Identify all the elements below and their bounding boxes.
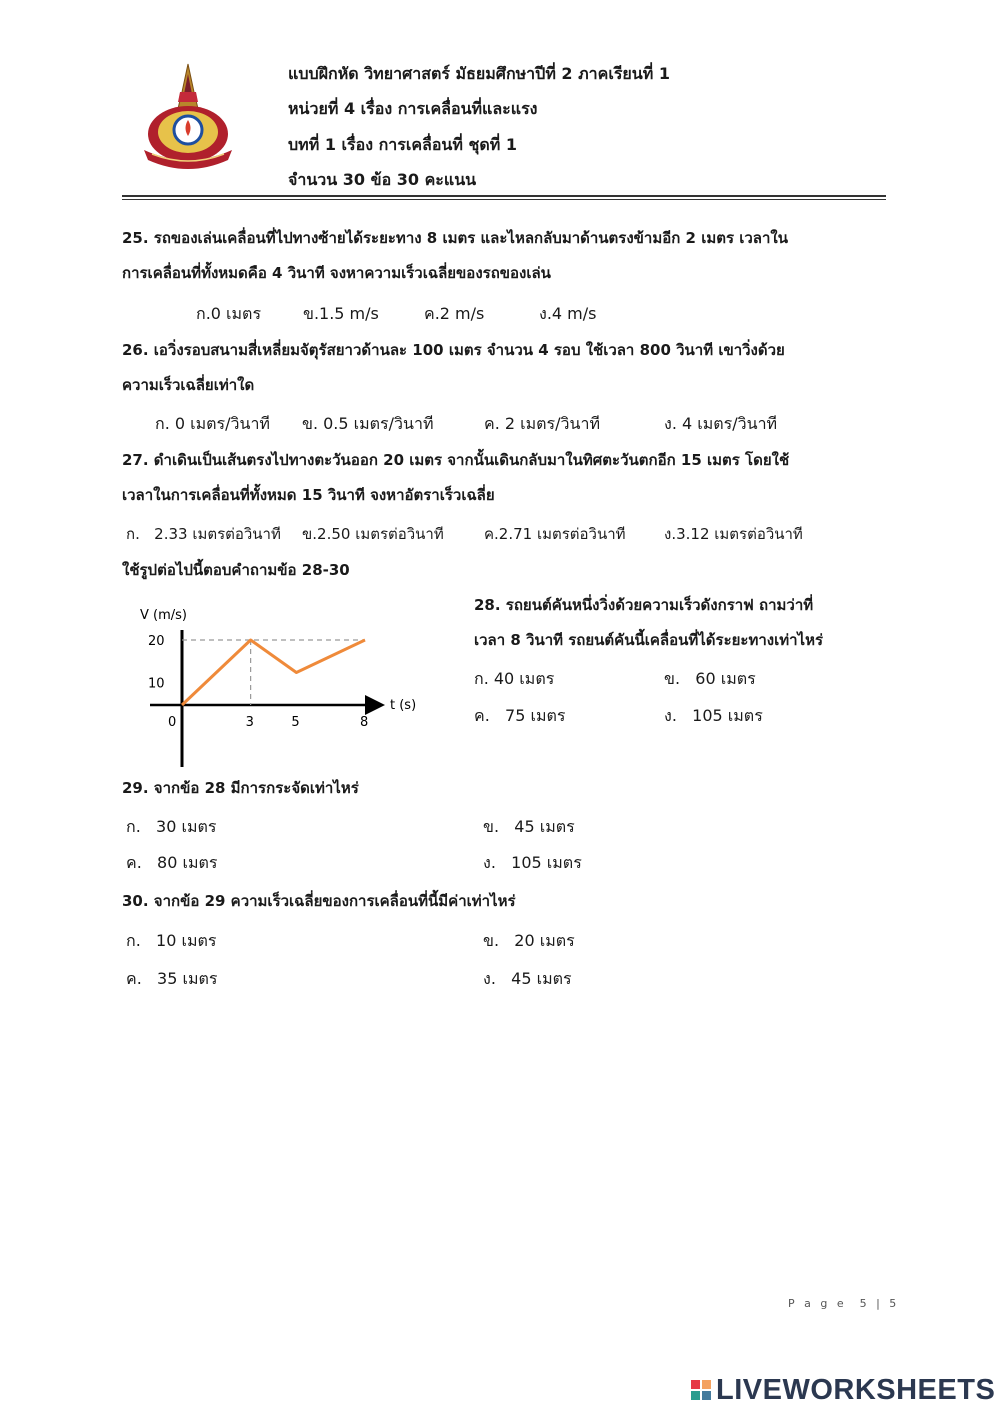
q30-option-c[interactable]: ค. 35 เมตร [126,969,218,988]
question-30-line-1: 30. จากข้อ 29 ความเร็วเฉลี่ยของการเคลื่อนที่นี้มีค่าเท่าไหร่ [122,892,516,910]
header-line-3: บทที่ 1 เรื่อง การเคลื่อนที่ ชุดที่ 1 [288,135,517,154]
q30-option-d[interactable]: ง. 45 เมตร [483,969,572,988]
liveworksheets-cube-icon [690,1379,714,1401]
chart-ylabel: V (m/s) [140,608,187,623]
q25-option-a[interactable]: ก.0 เมตร [196,304,262,323]
question-27-line-2: เวลาในการเคลื่อนที่ทั้งหมด 15 วินาที จงหาอัตราเร็วเฉลี่ย [122,486,495,504]
chart-xtick-label: 0 [168,715,177,730]
question-28-line-1: 28. รถยนต์คันหนึ่งวิ่งด้วยความเร็วดังกราฟ ถามว่าที่ [474,596,814,614]
question-28-line-2: เวลา 8 วินาที รถยนต์คันนี้เคลื่อนที่ได้ระยะทางเท่าไหร่ [474,631,824,649]
q28-option-c[interactable]: ค. 75 เมตร [474,706,566,725]
question-25-line-2: การเคลื่อนที่ทั้งหมดคือ 4 วินาที จงหาความเร็วเฉลี่ยของรถของเล่น [122,264,551,282]
chart-xtick-label: 8 [360,715,369,730]
chart-ytick-label: 10 [148,676,165,692]
q29-option-d[interactable]: ง. 105 เมตร [483,853,582,872]
header-line-1: แบบฝึกหัด วิทยาศาสตร์ มัธยมศึกษาปีที่ 2 ภาคเรียนที่ 1 [288,64,670,83]
chart-instruction: ใช้รูปต่อไปนี้ตอบคำถามข้อ 28-30 [122,561,350,579]
q29-option-b[interactable]: ข. 45 เมตร [483,817,575,836]
q27-option-c[interactable]: ค.2.71 เมตรต่อวินาที [484,525,626,543]
page-number: P a g e 5 | 5 [788,1297,900,1310]
header-divider-thin [122,199,886,200]
q28-option-b[interactable]: ข. 60 เมตร [664,669,756,688]
question-27-line-1: 27. ดำเดินเป็นเส้นตรงไปทางตะวันออก 20 เมตร จากนั้นเดินกลับมาในทิศตะวันตกอีก 15 เมตร โดยใช้ [122,451,790,469]
question-25-line-1: 25. รถของเล่นเคลื่อนที่ไปทางซ้ายได้ระยะทาง 8 เมตร และไหลกลับมาด้านตรงข้ามอีก 2 เมตร เวลาใน [122,229,788,247]
q26-option-d[interactable]: ง. 4 เมตร/วินาที [664,414,778,433]
header-line-2: หน่วยที่ 4 เรื่อง การเคลื่อนที่และแรง [288,99,538,118]
velocity-time-chart [135,595,435,775]
q28-option-a[interactable]: ก. 40 เมตร [474,669,555,688]
liveworksheets-wordmark: LIVEWORKSHEETS [716,1373,996,1406]
q25-option-d[interactable]: ง.4 m/s [539,304,597,323]
q27-option-b[interactable]: ข.2.50 เมตรต่อวินาที [302,525,444,543]
q25-option-b[interactable]: ข.1.5 m/s [303,304,379,323]
q29-option-a[interactable]: ก. 30 เมตร [126,817,217,836]
question-26-line-1: 26. เอวิ่งรอบสนามสี่เหลี่ยมจัตุรัสยาวด้านละ 100 เมตร จำนวน 4 รอบ ใช้เวลา 800 วินาที เขาวิ่งด้วย [122,341,785,359]
header-line-4: จำนวน 30 ข้อ 30 คะแนน [288,170,477,189]
q29-option-c[interactable]: ค. 80 เมตร [126,853,218,872]
header-divider-thick [122,195,886,197]
q26-option-c[interactable]: ค. 2 เมตร/วินาที [484,414,600,433]
q30-option-a[interactable]: ก. 10 เมตร [126,931,217,950]
q28-option-d[interactable]: ง. 105 เมตร [664,706,763,725]
liveworksheets-logo[interactable] [690,1372,995,1408]
chart-xtick-label: 5 [291,715,300,730]
q26-option-b[interactable]: ข. 0.5 เมตร/วินาที [302,414,434,433]
q27-option-d[interactable]: ง.3.12 เมตรต่อวินาที [664,525,803,543]
chart-xlabel: t (s) [390,698,417,713]
chart-ytick-label: 20 [148,634,165,649]
q30-option-b[interactable]: ข. 20 เมตร [483,931,575,950]
q26-option-a[interactable]: ก. 0 เมตร/วินาที [155,414,270,433]
q27-option-a[interactable]: ก. 2.33 เมตรต่อวินาที [126,525,281,543]
q25-option-c[interactable]: ค.2 m/s [424,304,485,323]
question-29-line-1: 29. จากข้อ 28 มีการกระจัดเท่าไหร่ [122,779,359,797]
chart-xtick-label: 3 [245,715,254,730]
school-logo [138,62,238,174]
question-26-line-2: ความเร็วเฉลี่ยเท่าใด [122,376,255,394]
chart-series-line [182,640,365,705]
